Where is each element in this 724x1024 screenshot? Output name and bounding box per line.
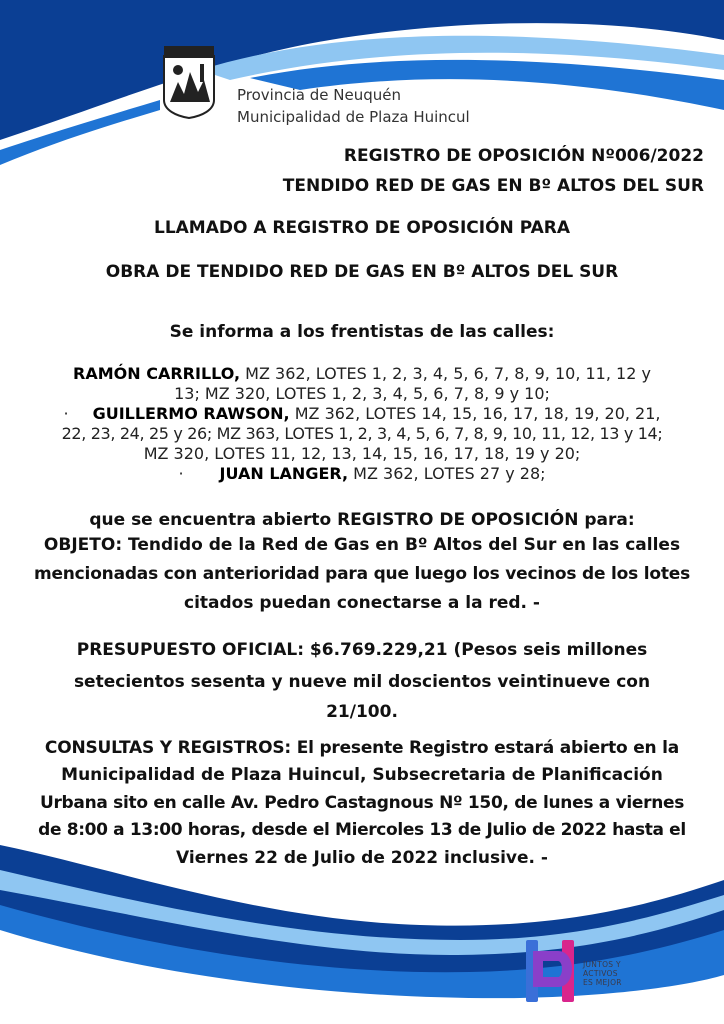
street-carrillo-name: RAMÓN CARRILLO, bbox=[73, 364, 241, 383]
budget-line2: setecientos sesenta y nueve mil doscientos veintinueve con bbox=[73, 672, 651, 692]
street-langer-name: JUAN LANGER, bbox=[219, 464, 349, 483]
call-heading-line1: LLAMADO A REGISTRO DE OPOSICIÓN PARA bbox=[153, 218, 570, 238]
bullet: · bbox=[178, 464, 184, 483]
campaign-slogan: JUNTOS Y ACTIVOS ES MEJOR bbox=[583, 960, 622, 987]
consultations-line1: CONSULTAS Y REGISTROS: El presente Registro estará abierto en la bbox=[44, 738, 680, 758]
objective-line1: OBJETO: Tendido de la Red de Gas en Bº Altos del Sur en las calles bbox=[43, 535, 681, 555]
budget-line3: 21/100. bbox=[326, 702, 398, 722]
street-rawson-line3: MZ 320, LOTES 11, 12, 13, 14, 15, 16, 17, 18, 19 y 20; bbox=[143, 444, 581, 463]
campaign-h-logo bbox=[522, 936, 582, 1006]
bullet: · bbox=[63, 404, 69, 423]
consultations-line3: Urbana sito en calle Av. Pedro Castagnous Nº 150, de lunes a viernes bbox=[39, 793, 685, 813]
street-carrillo-line1: RAMÓN CARRILLO, MZ 362, LOTES 1, 2, 3, 4, 5, 6, 7, 8, 9, 10, 11, 12 y bbox=[73, 364, 651, 383]
call-heading-line2: OBRA DE TENDIDO RED DE GAS EN Bº ALTOS DEL SUR bbox=[105, 262, 619, 282]
municipality-seal-logo bbox=[160, 42, 218, 122]
consultations-line2: Municipalidad de Plaza Huincul, Subsecretaria de Planificación bbox=[61, 765, 663, 785]
province-label: Provincia de Neuquén bbox=[237, 86, 401, 104]
street-carrillo-line2: 13; MZ 320, LOTES 1, 2, 3, 4, 5, 6, 7, 8, 9 y 10; bbox=[174, 384, 550, 403]
objective-line3: citados puedan conectarse a la red. - bbox=[184, 593, 540, 613]
registry-open-line: que se encuentra abierto REGISTRO DE OPOSICIÓN para: bbox=[89, 510, 635, 530]
street-rawson-line2: 22, 23, 24, 25 y 26; MZ 363, LOTES 1, 2, 3, 4, 5, 6, 7, 8, 9, 10, 11, 12, 13 y 14; bbox=[61, 424, 663, 443]
objective-line2: mencionadas con anterioridad para que luego los vecinos de los lotes bbox=[33, 564, 691, 584]
budget-line1: PRESUPUESTO OFICIAL: $6.769.229,21 (Pesos seis millones bbox=[76, 640, 648, 660]
registry-subtitle: TENDIDO RED DE GAS EN Bº ALTOS DEL SUR bbox=[282, 176, 704, 196]
intro-text: Se informa a los frentistas de las calles: bbox=[169, 322, 555, 342]
streets-list bbox=[0, 364, 724, 484]
street-langer-line1: · JUAN LANGER, MZ 362, LOTES 27 y 28; bbox=[178, 464, 546, 483]
municipality-label: Municipalidad de Plaza Huincul bbox=[237, 108, 470, 126]
header-organization bbox=[237, 84, 470, 128]
consultations-line5: Viernes 22 de Julio de 2022 inclusive. - bbox=[176, 848, 548, 868]
street-rawson-name: GUILLERMO RAWSON, bbox=[92, 404, 290, 423]
street-rawson-line1: · GUILLERMO RAWSON, MZ 362, LOTES 14, 15, 16, 17, 18, 19, 20, 21, bbox=[63, 404, 661, 423]
consultations-line4: de 8:00 a 13:00 horas, desde el Miercoles 13 de Julio de 2022 hasta el bbox=[38, 820, 686, 840]
registry-title: REGISTRO DE OPOSICIÓN Nº006/2022 bbox=[343, 146, 704, 166]
